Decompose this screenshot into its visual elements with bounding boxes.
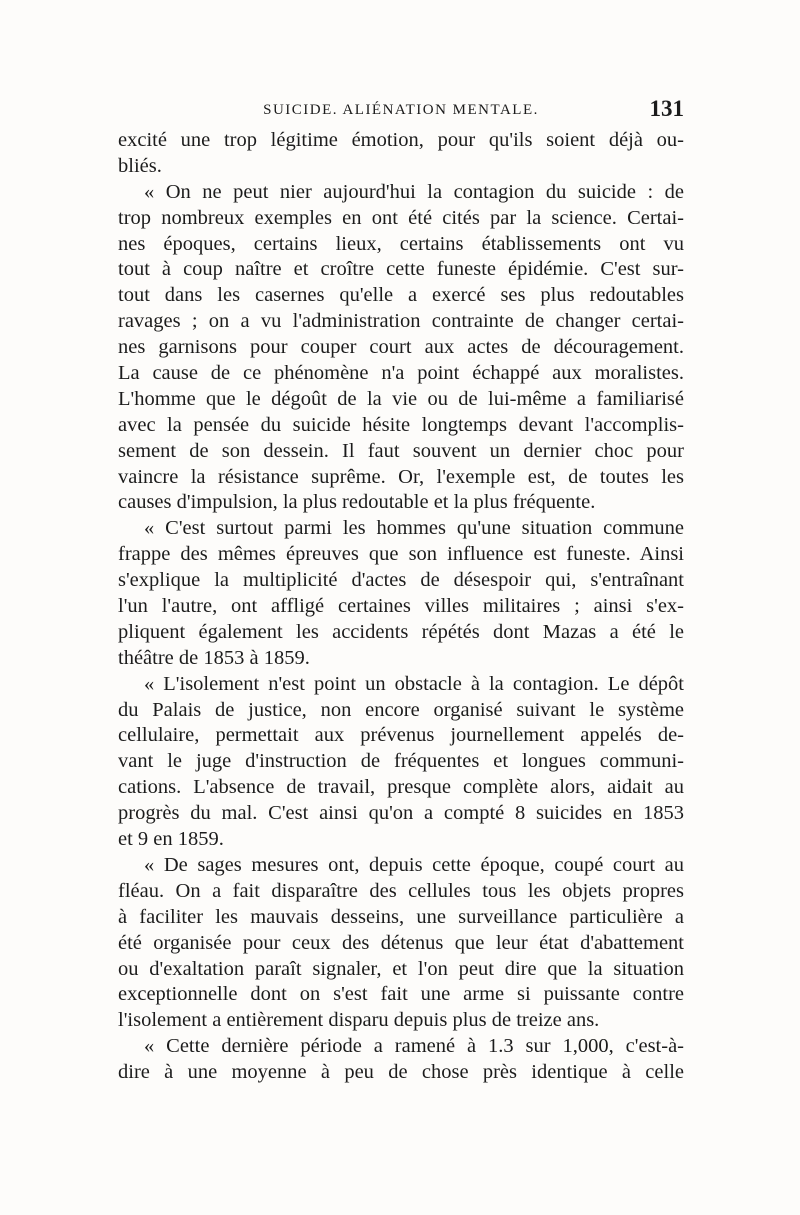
- text-line: cations. L'absence de travail, presque complète alors, aidait au: [118, 776, 684, 799]
- text-line: La cause de ce phénomène n'a point échappé aux moralistes.: [118, 362, 684, 385]
- text-line: s'explique la multiplicité d'actes de désespoir qui, s'entraînant: [118, 569, 684, 592]
- text-line: l'un l'autre, ont affligé certaines villes militaires ; ainsi s'ex-: [118, 595, 684, 618]
- text-line: avec la pensée du suicide hésite longtemps devant l'accomplis-: [118, 413, 684, 436]
- text-line: du Palais de justice, non encore organisé suivant le système: [118, 698, 684, 721]
- page-header: [118, 96, 684, 124]
- text-line: excité une trop légitime émotion, pour qu'ils soient déjà ou-: [118, 129, 684, 151]
- text-line: exceptionnelle dont on s'est fait une arme si puissante contre: [118, 983, 684, 1006]
- text-line: tout à coup naître et croître cette funeste épidémie. C'est sur-: [118, 258, 684, 281]
- text-line: cellulaire, permettait aux prévenus journellement appelés de-: [118, 724, 684, 747]
- text-line: l'isolement a entièrement disparu depuis plus de treize ans.: [118, 1009, 600, 1032]
- text-line: causes d'impulsion, la plus redoutable et la plus fréquente.: [118, 491, 596, 514]
- text-line: à faciliter les mauvais desseins, une surveillance particulière a: [118, 905, 684, 928]
- text-line: vaincre la résistance suprême. Or, l'exemple est, de toutes les: [118, 465, 684, 488]
- page-number: 131: [649, 96, 684, 121]
- text-line: vant le juge d'instruction de fréquentes et longues communi-: [118, 750, 684, 773]
- running-head: SUICIDE. ALIÉNATION MENTALE.: [263, 102, 539, 118]
- text-line: progrès du mal. C'est ainsi qu'on a compté 8 suicides en 1853: [118, 802, 684, 825]
- text-line: « Cette dernière période a ramené à 1.3 sur 1,000, c'est-à-: [144, 1035, 684, 1058]
- text-line: tout dans les casernes qu'elle a exercé ses plus redoutables: [118, 284, 684, 307]
- text-line: ravages ; on a vu l'administration contrainte de changer certai-: [118, 310, 684, 333]
- text-line: ou d'exaltation paraît signaler, et l'on peut dire que la situation: [118, 957, 684, 980]
- text-line: fléau. On a fait disparaître des cellules tous les objets propres: [118, 879, 684, 902]
- text-line: sement de son dessein. Il faut souvent un dernier choc pour: [118, 439, 684, 462]
- text-line: pliquent également les accidents répétés dont Mazas a été le: [118, 620, 684, 643]
- text-line: nes époques, certains lieux, certains établissements ont vu: [118, 232, 684, 255]
- text-line: frappe des mêmes épreuves que son influence est funeste. Ainsi: [118, 543, 684, 566]
- text-line: théâtre de 1853 à 1859.: [118, 646, 310, 669]
- text-line: « On ne peut nier aujourd'hui la contagion du suicide : de: [144, 180, 684, 203]
- text-line: « L'isolement n'est point un obstacle à la contagion. Le dépôt: [144, 672, 684, 695]
- text-line: dire à une moyenne à peu de chose près identique à celle: [118, 1061, 684, 1084]
- text-line: nes garnisons pour couper court aux actes de découragement.: [118, 336, 684, 359]
- text-line: trop nombreux exemples en ont été cités par la science. Certai-: [118, 206, 684, 229]
- text-line: L'homme que le dégoût de la vie ou de lui-même a familiarisé: [118, 387, 684, 410]
- text-line: et 9 en 1859.: [118, 828, 224, 851]
- text-line: bliés.: [118, 154, 162, 177]
- body-text: [118, 128, 684, 1086]
- text-line: « C'est surtout parmi les hommes qu'une situation commune: [144, 517, 684, 540]
- text-line: « De sages mesures ont, depuis cette époque, coupé court au: [144, 853, 684, 876]
- text-line: été organisée pour ceux des détenus que leur état d'abattement: [118, 931, 684, 954]
